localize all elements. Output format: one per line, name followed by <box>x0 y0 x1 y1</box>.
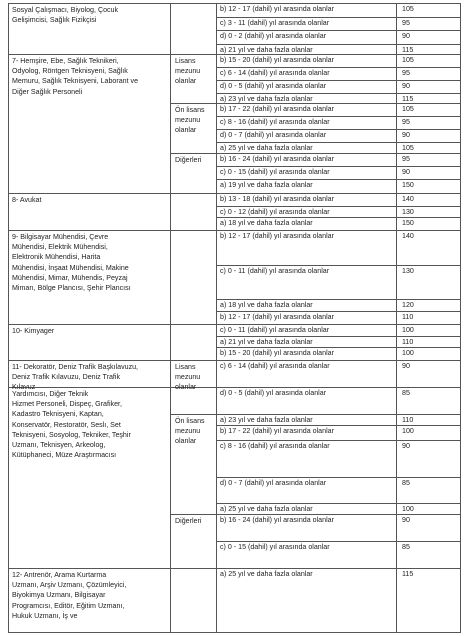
occupation-cell: Mimarı, Bölge Plancısı, Şehir Plancısı <box>12 284 131 292</box>
criterion-cell: a) 18 yıl ve daha fazla olanlar <box>220 300 313 309</box>
criterion-cell: a) 19 yıl ve daha fazla olanlar <box>220 180 313 189</box>
criterion-cell: c) 6 - 14 (dahil) yıl arasında olanlar <box>220 361 330 370</box>
points-cell: 150 <box>402 181 414 189</box>
criterion-cell: c) 0 - 15 (dahil) yıl arasında olanlar <box>220 542 330 551</box>
column-divider-subgroup <box>216 414 217 514</box>
occupation-cell: 9- Bilgisayar Mühendisi, Çevre <box>12 233 109 241</box>
criterion-cell: b) 12 - 17 (dahil) yıl arasında olanlar <box>220 312 334 321</box>
points-cell: 90 <box>402 32 410 40</box>
column-divider-group <box>170 3 171 632</box>
column-divider-subgroup <box>216 103 217 153</box>
education-level-cell: olanlar <box>175 77 197 86</box>
points-cell: 100 <box>402 349 414 357</box>
education-level-cell: Diğerleri <box>175 517 202 525</box>
points-cell: 95 <box>402 118 410 126</box>
criterion-cell: a) 25 yıl ve daha fazla olanlar <box>220 504 313 513</box>
criterion-cell: a) 21 yıl ve daha fazla olanlar <box>220 45 313 54</box>
points-cell: 100 <box>402 427 414 435</box>
criterion-cell: b) 17 - 22 (dahil) yıl arasında olanlar <box>220 426 334 435</box>
points-cell: 85 <box>402 389 410 397</box>
occupation-cell: Memuru, Sağlık Teknisyeni, Laborant ve <box>12 77 139 86</box>
criterion-cell: b) 16 - 24 (dahil) yıl arasında olanlar <box>220 154 334 163</box>
points-cell: 115 <box>402 95 414 103</box>
occupation-cell: Deniz Trafik Kılavuzu, Deniz Trafik <box>12 373 121 382</box>
criterion-cell: c) 8 - 16 (dahil) yıl arasında olanlar <box>220 117 330 126</box>
column-divider-subgroup <box>216 54 217 103</box>
occupation-cell: Mühendisi, İnşaat Mühendisi, Makine <box>12 263 129 272</box>
criterion-cell: d) 0 - 7 (dahil) yıl arasında olanlar <box>220 130 327 139</box>
criterion-cell: a) 18 yıl ve daha fazla olanlar <box>220 218 313 227</box>
points-cell: 95 <box>402 19 410 27</box>
criterion-cell: b) 16 - 24 (dahil) yıl arasında olanlar <box>220 515 334 524</box>
criterion-cell: c) 0 - 11 (dahil) yıl arasında olanlar <box>220 325 330 334</box>
points-cell: 90 <box>402 362 410 370</box>
occupation-cell: Odyolog, Röntgen Teknisyeni, Sağlık <box>12 67 128 76</box>
criterion-cell: b) 12 - 17 (dahil) yıl arasında olanlar <box>220 4 334 13</box>
occupation-cell: Teknisyeni, Sosyolog, Tekniker, Teşhir <box>12 430 131 439</box>
criterion-cell: c) 0 - 11 (dahil) yıl arasında olanlar <box>220 266 330 275</box>
points-cell: 95 <box>402 69 410 77</box>
criterion-cell: d) 0 - 7 (dahil) yıl arasında olanlar <box>220 478 327 487</box>
points-cell: 95 <box>402 155 410 163</box>
points-cell: 105 <box>402 5 414 13</box>
education-level-cell: mezunu <box>175 373 201 382</box>
occupation-cell: Mühendisi, Mimar, Mühendis, Peyzaj <box>12 273 128 282</box>
education-level-cell: olanlar <box>175 437 197 446</box>
column-divider-subgroup <box>216 193 217 360</box>
points-cell: 130 <box>402 267 414 275</box>
occupation-cell: Programcısı, Editör, Eğitim Uzmanı, <box>12 601 125 610</box>
occupation-cell: Mühendisi, Elektrik Mühendisi, <box>12 243 108 252</box>
criterion-cell: b) 13 - 18 (dahil) yıl arasında olanlar <box>220 194 334 203</box>
points-cell: 140 <box>402 232 414 240</box>
criterion-cell: b) 15 - 20 (dahil) yıl arasında olanlar <box>220 348 334 357</box>
column-divider-subgroup <box>216 153 217 193</box>
points-cell: 110 <box>402 338 414 346</box>
points-cell: 90 <box>402 82 410 90</box>
points-cell: 150 <box>402 219 414 227</box>
education-level-cell: olanlar <box>175 126 197 135</box>
education-level-cell: mezunu <box>175 67 201 76</box>
criterion-cell: c) 8 - 16 (dahil) yıl arasında olanlar <box>220 441 330 450</box>
occupation-cell: Uzmanı, Teknisyen, Arkeolog, <box>12 441 106 449</box>
criterion-cell: a) 23 yıl ve daha fazla olanlar <box>220 94 313 103</box>
criterion-cell: d) 0 - 5 (dahil) yıl arasında olanlar <box>220 388 327 397</box>
education-level-cell: Ön lisans <box>175 106 205 114</box>
occupation-cell: Sosyal Çalışmacı, Biyolog, Çocuk <box>12 6 119 14</box>
column-divider-subgroup <box>216 568 217 632</box>
criterion-cell: a) 21 yıl ve daha fazla olanlar <box>220 337 313 346</box>
occupation-cell: 8- Avukat <box>12 196 42 204</box>
education-level-cell: mezunu <box>175 427 201 436</box>
criterion-cell: c) 6 - 14 (dahil) yıl arasında olanlar <box>220 68 330 77</box>
education-level-cell: mezunu <box>175 116 201 125</box>
occupation-cell: 11- Dekoratör, Deniz Trafik Başkılavuzu, <box>12 363 139 371</box>
criterion-cell: d) 0 - 5 (dahil) yıl arasında olanlar <box>220 81 327 90</box>
points-cell: 90 <box>402 442 410 450</box>
column-divider-points <box>396 3 397 632</box>
points-cell: 100 <box>402 326 414 334</box>
criterion-cell: d) 0 - 2 (dahil) yıl arasında olanlar <box>220 31 327 40</box>
occupation-cell: Elektronik Mühendisi, Harita <box>12 253 101 262</box>
points-cell: 90 <box>402 516 410 524</box>
points-cell: 85 <box>402 479 410 487</box>
criterion-cell: a) 25 yıl ve daha fazla olanlar <box>220 143 313 152</box>
occupation-cell: Uzmanı, Arşiv Uzmanı, Çözümleyici, <box>12 581 127 590</box>
table-border-right <box>460 3 461 632</box>
points-cell: 110 <box>402 416 414 424</box>
points-cell: 110 <box>402 313 414 321</box>
points-cell: 90 <box>402 131 410 139</box>
column-divider-subgroup <box>216 3 217 54</box>
criterion-cell: a) 25 yıl ve daha fazla olanlar <box>220 569 313 578</box>
criterion-cell: b) 17 - 22 (dahil) yıl arasında olanlar <box>220 104 334 113</box>
points-cell: 100 <box>402 505 414 513</box>
occupation-cell: Gelişimcisi, Sağlık Fizikçisi <box>12 16 97 25</box>
points-cell: 85 <box>402 543 410 551</box>
points-cell: 115 <box>402 46 414 54</box>
occupation-cell: Biyokimya Uzmanı, Bilgisayar <box>12 591 106 600</box>
occupation-cell: 12- Antrenör, Arama Kurtarma <box>12 571 107 579</box>
education-level-cell: olanlar <box>175 383 197 392</box>
occupation-cell: Kılavuz <box>12 383 36 392</box>
occupation-cell: Yardımcısı, Diğer Teknik <box>12 390 89 398</box>
occupation-cell: 10- Kimyager <box>12 327 55 335</box>
table-border-bottom <box>8 632 461 633</box>
occupation-cell: Kütüphaneci, Müze Araştırmacısı <box>12 451 117 460</box>
criterion-cell: b) 15 - 20 (dahil) yıl arasında olanlar <box>220 55 334 64</box>
criterion-cell: c) 0 - 15 (dahil) yıl arasında olanlar <box>220 167 330 176</box>
occupation-cell: Kadastro Teknisyeni, Kaptan, <box>12 410 104 419</box>
education-level-cell: Diğerleri <box>175 156 202 164</box>
points-cell: 140 <box>402 195 414 203</box>
criterion-cell: c) 0 - 12 (dahil) yıl arasında olanlar <box>220 207 330 216</box>
occupation-cell: Hizmet Personeli, Dispeç, Grafiker, <box>12 400 122 409</box>
education-level-cell: Ön lisans <box>175 417 205 425</box>
occupation-cell: Hukuk Uzmanı, İş ve <box>12 611 78 620</box>
occupation-cell: Diğer Sağlık Personeli <box>12 87 83 96</box>
points-cell: 105 <box>402 144 414 152</box>
criterion-cell: c) 3 - 11 (dahil) yıl arasında olanlar <box>220 18 330 27</box>
points-cell: 105 <box>402 105 414 113</box>
points-cell: 130 <box>402 208 414 216</box>
points-cell: 105 <box>402 56 414 64</box>
row-divider <box>170 414 461 415</box>
table-border-left <box>8 3 9 632</box>
points-cell: 115 <box>402 570 414 578</box>
criterion-cell: b) 12 - 17 (dahil) yıl arasında olanlar <box>220 231 334 240</box>
points-cell: 90 <box>402 168 410 176</box>
education-level-cell: Lisans <box>175 57 196 65</box>
education-level-cell: Lisans <box>175 363 196 371</box>
points-cell: 120 <box>402 301 414 309</box>
occupation-cell: 7- Hemşire, Ebe, Sağlık Teknikeri, <box>12 57 119 65</box>
occupation-cell: Konservatör, Restoratör, Seslı, Set <box>12 420 121 429</box>
criterion-cell: a) 23 yıl ve daha fazla olanlar <box>220 415 313 424</box>
